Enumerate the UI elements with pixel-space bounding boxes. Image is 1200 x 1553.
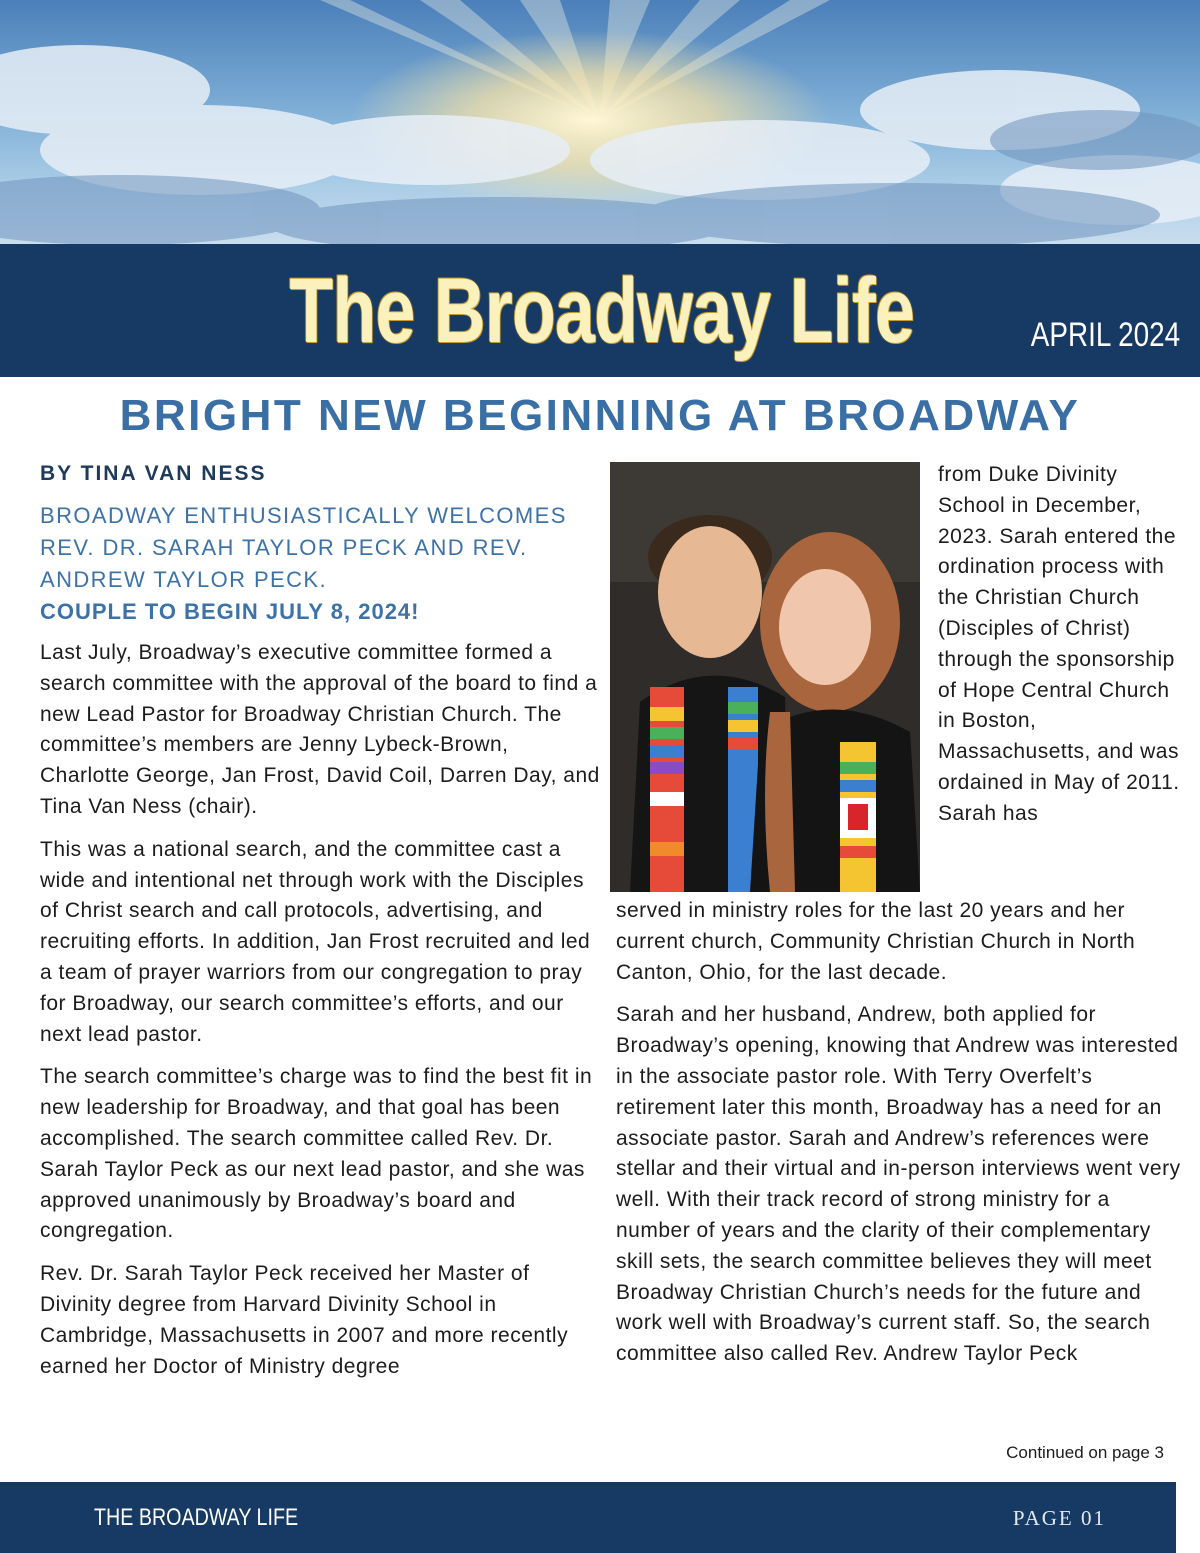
paragraph: Rev. Dr. Sarah Taylor Peck received her Master of Divinity degree from Harvard Divinity School in Cambridge, Massachusetts in 2007 and more recently earned her Doctor of Ministry degree — [40, 1262, 569, 1378]
right-wrap-column — [938, 460, 1188, 842]
left-column — [40, 460, 600, 1394]
masthead — [0, 244, 1200, 377]
footer — [0, 1482, 1176, 1553]
subhead — [40, 500, 600, 628]
page-number: PAGE 01 — [1012, 1506, 1106, 1530]
sky-header-image — [0, 0, 1200, 244]
right-column — [616, 896, 1190, 1382]
subhead-text: BROADWAY ENTHUSIASTICALLY WELCOMES REV. DR. SARAH TAYLOR PECK AND REV. ANDREW TAYLOR PECK. — [40, 503, 567, 592]
paragraph: served in ministry roles for the last 20 years and her current church, Community Christian Church in North Canton, Ohio, for the last decade. — [616, 899, 1136, 984]
paragraph: The search committee’s charge was to find the best fit in new leadership for Broadway, and that goal has been accomplished. The search committee called Rev. Dr. Sarah Taylor Peck as our next lead pastor, and she was approved unanimously by Broadway’s board and congregation. — [40, 1065, 593, 1243]
paragraph: Last July, Broadway’s executive committee formed a search committee with the approval of the board to find a new Lead Pastor for Broadway Christian Church. The committee’s members are Jenny Lybeck-Brown, Charlotte George, Jan Frost, David Coil, Darren Day, and Tina Van Ness (chair). — [40, 641, 600, 818]
paragraph: This was a national search, and the committee cast a wide and intentional net through work with the Disciples of Christ search and call protocols, advertising, and recruiting efforts. In addition, Jan Frost recruited and led a team of prayer warriors from our congregation to pray for Broadway, our search committee’s efforts, and our next lead pastor. — [40, 837, 591, 1046]
newsletter-title: The Broadway Life — [289, 260, 915, 362]
issue-date: APRIL 2024 — [1030, 316, 1180, 354]
paragraph: Sarah and her husband, Andrew, both applied for Broadway’s opening, knowing that Andrew was interested in the associate pastor role. With Terry Overfelt’s retirement later this month, Broadway has a need for an associate pastor. Sarah and Andrew’s references were stellar and their virtual and in-person interviews went very well. With their track record of strong ministry for a number of years and the clarity of their complementary skill sets, the search committee believes they will meet Broadway Christian Church’s needs for the future and work well with Broadway’s current staff. So, the search committee also called Rev. Andrew Taylor Peck — [616, 1003, 1181, 1366]
pastors-photo — [610, 462, 920, 892]
byline: BY TINA VAN NESS — [40, 462, 267, 485]
footer-title: THE BROADWAY LIFE — [94, 1504, 299, 1531]
article-headline: BRIGHT NEW BEGINNING AT BROADWAY — [119, 391, 1081, 440]
paragraph: from Duke Divinity School in December, 2023. Sarah entered the ordination process with the Christian Church (Disciples of Christ) through the sponsorship of Hope Central Church in Boston, Massachusetts, and was ordained in May of 2011. Sarah has — [938, 463, 1180, 825]
subhead-bold: COUPLE TO BEGIN JULY 8, 2024! — [40, 599, 420, 624]
continued-note: Continued on page 3 — [1006, 1443, 1164, 1462]
